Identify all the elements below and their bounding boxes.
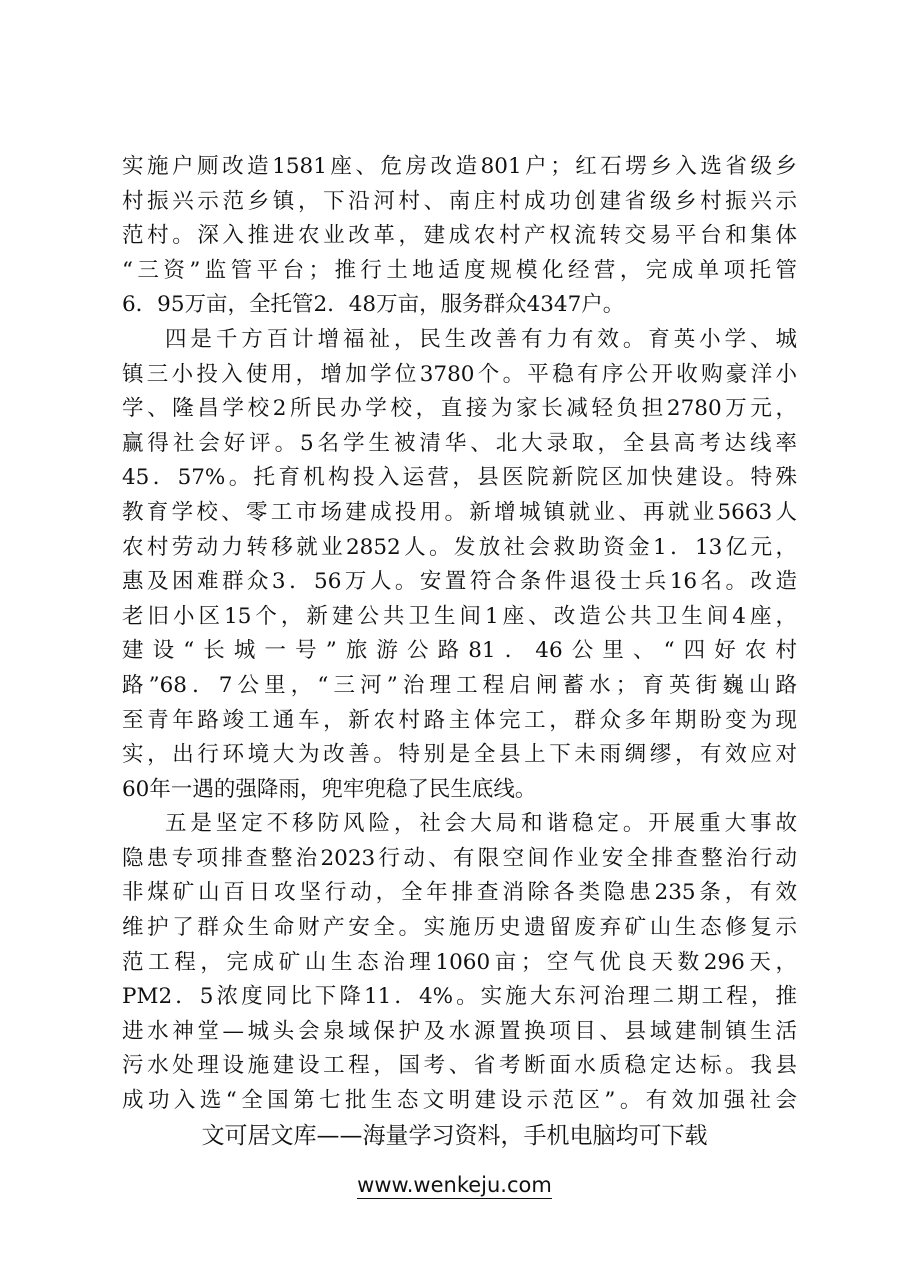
- text-line: 实施户厕改造1581座、危房改造801户；红石塄乡入选省级乡: [122, 154, 797, 179]
- footer-url-container: [0, 1173, 909, 1197]
- text-line: 建设“长城一号”旅游公路81．46公里、“四好农村: [122, 638, 797, 664]
- text-line: 老旧小区15个，新建公共卫生间1座、改造公共卫生间4座，: [122, 603, 797, 629]
- text-line: 实，出行环境大为改善。特别是全县上下未雨绸缪，有效应对: [122, 742, 797, 768]
- text-line: 45．57%。托育机构投入运营，县医院新院区加快建设。特殊: [122, 465, 797, 491]
- footer-title: 文可居文库——海量学习资料，手机电脑均可下载: [201, 1123, 708, 1149]
- text-line: “三资”监管平台；推行土地适度规模化经营，完成单项托管: [122, 257, 797, 283]
- text-line: 进水神堂—城头会泉域保护及水源置换项目、县域建制镇生活: [122, 1018, 797, 1044]
- text-line: 学、隆昌学校2所民办学校，直接为家长减轻负担2780万元，: [122, 396, 797, 422]
- text-line: 范村。深入推进农业改革，建成农村产权流转交易平台和集体: [122, 223, 797, 249]
- paragraph-start-line: 四是千方百计增福祉，民生改善有力有效。育英小学、城: [165, 326, 797, 352]
- text-line: 路”68．7公里，“三河”治理工程启闸蓄水；育英街巍山路: [122, 672, 797, 698]
- text-line: 污水处理设施建设工程，国考、省考断面水质稳定达标。我县: [122, 1053, 797, 1079]
- text-line: 6．95万亩，全托管2．48万亩，服务群众4347户。: [122, 292, 625, 318]
- footer-url-link[interactable]: www.wenkeju.com: [357, 1173, 552, 1197]
- text-line: 教育学校、零工市场建成投用。新增城镇就业、再就业5663人: [122, 499, 797, 525]
- text-line: 隐患专项排查整治2023行动、有限空间作业安全排查整治行动: [122, 845, 797, 871]
- text-line: 农村劳动力转移就业2852人。发放社会救助资金1．13亿元，: [122, 534, 797, 560]
- text-line: 范工程，完成矿山生态治理1060亩；空气优良天数296天，: [122, 949, 797, 975]
- document-body: [122, 150, 797, 1119]
- paragraph-start-line: 五是坚定不移防风险，社会大局和谐稳定。开展重大事故: [165, 811, 797, 837]
- text-line: 镇三小投入使用，增加学位3780个。平稳有序公开收购豪洋小: [122, 361, 797, 387]
- text-line: 惠及困难群众3．56万人。安置符合条件退役士兵16名。改造: [122, 569, 797, 595]
- text-line: 60年一遇的强降雨，兜牢兜稳了民生底线。: [122, 776, 537, 802]
- text-line: 维护了群众生命财产安全。实施历史遗留废弃矿山生态修复示: [122, 915, 797, 941]
- text-line: PM2．5浓度同比下降11．4%。实施大东河治理二期工程，推: [122, 984, 797, 1010]
- text-line: 至青年路竣工通车，新农村路主体完工，群众多年期盼变为现: [122, 707, 797, 733]
- text-line: 赢得社会好评。5名学生被清华、北大录取，全县高考达线率: [122, 430, 797, 456]
- text-line: 非煤矿山百日攻坚行动，全年排查消除各类隐患235条，有效: [122, 880, 797, 906]
- text-line: 成功入选“全国第七批生态文明建设示范区”。有效加强社会: [122, 1088, 797, 1114]
- text-line: 村振兴示范乡镇，下沿河村、南庄村成功创建省级乡村振兴示: [122, 188, 797, 214]
